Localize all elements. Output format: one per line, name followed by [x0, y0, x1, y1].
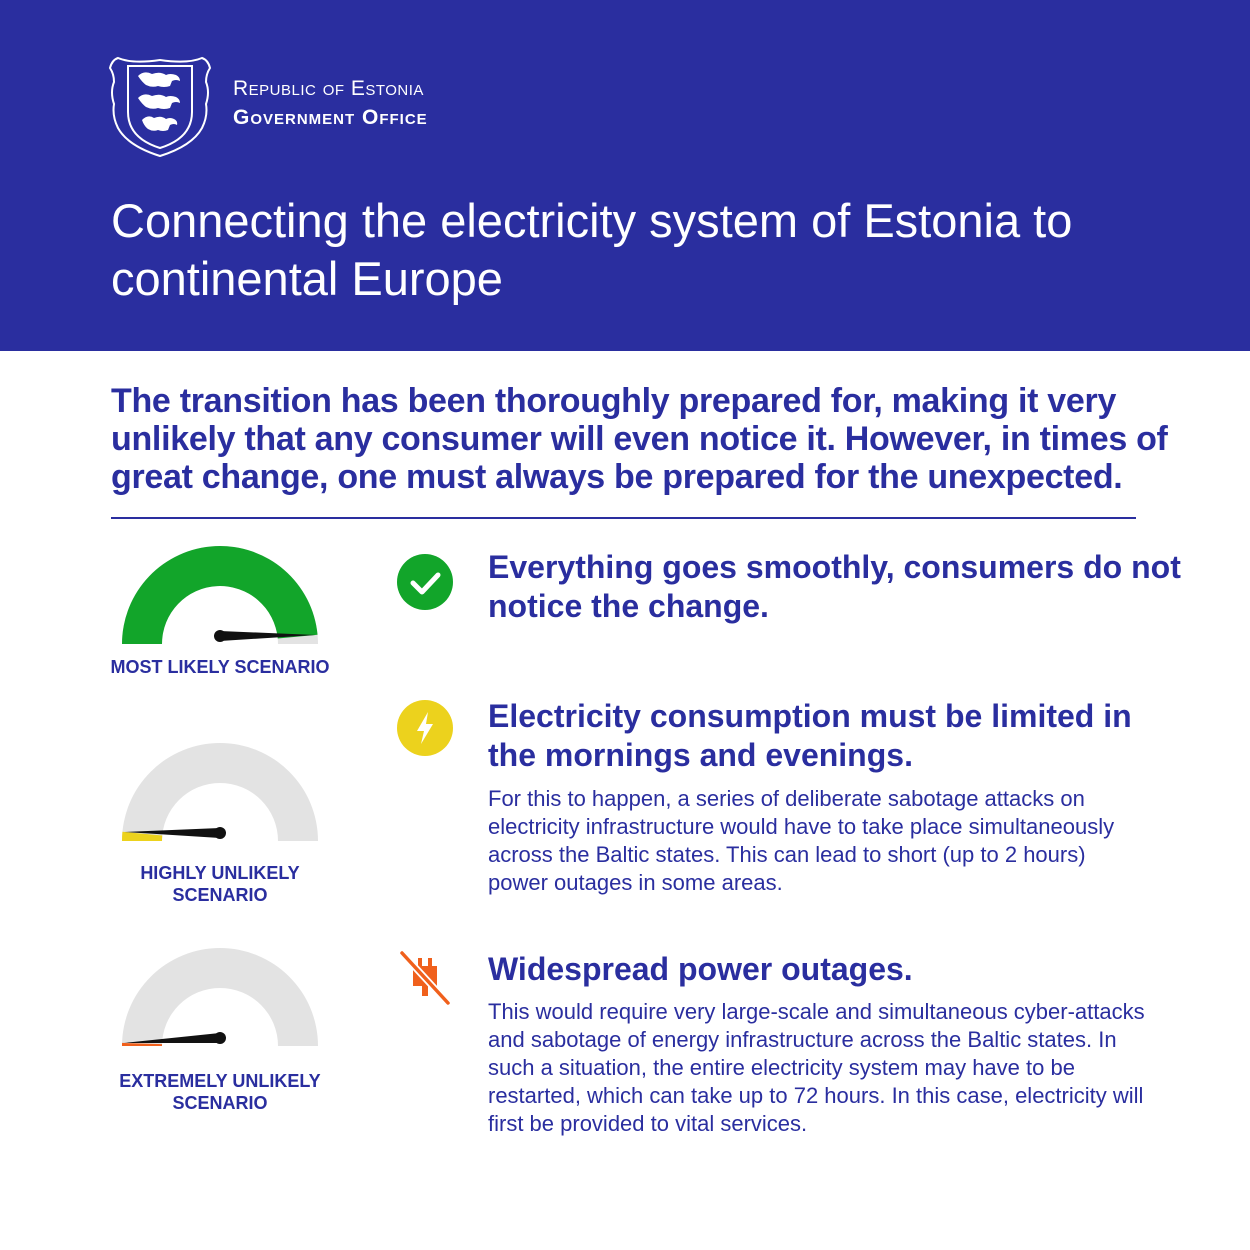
- gauge-label-extremely-unlikely: EXTREMELY UNLIKELY SCENARIO: [119, 1071, 321, 1113]
- org-line-office: Government Office: [233, 106, 428, 129]
- gauge-hub: [214, 630, 226, 642]
- likelihood-gauge-most-likely: [118, 544, 322, 648]
- scenario-body-limited-consumption: For this to happen, a series of deliberate sabotage attacks on electricity infrastructure would have to take place simultaneously across the Baltic states. This can lead to short (up to 2 hours) power outages in some areas.: [488, 786, 1115, 895]
- gauge-label-highly-unlikely: HIGHLY UNLIKELY SCENARIO: [140, 863, 300, 905]
- lead-statement: The transition has been thoroughly prepared for, making it very unlikely that any consumer will even notice it. However, in times of great change, one must always be prepared for the unexpected.: [111, 382, 1168, 496]
- gauge-hub: [214, 827, 226, 839]
- scenario-heading-smooth: Everything goes smoothly, consumers do not notice the change.: [488, 549, 1181, 624]
- header-banner: [0, 0, 1250, 351]
- likelihood-gauge-extremely-unlikely: [118, 946, 322, 1050]
- org-line-republic: Republic of Estonia: [233, 77, 424, 100]
- gauge-fill: [122, 546, 318, 644]
- scenario-heading-limited-consumption: Electricity consumption must be limited in the mornings and evenings.: [488, 698, 1132, 773]
- page-title: Connecting the electricity system of Estonia to continental Europe: [111, 194, 1073, 305]
- estonian-coat-of-arms-icon: [108, 52, 212, 158]
- gauge-track: [122, 743, 318, 841]
- gauge-label-most-likely: MOST LIKELY SCENARIO: [110, 657, 330, 677]
- lightning-bolt-icon: [396, 699, 454, 757]
- scenario-body-widespread-outages: This would require very large-scale and simultaneous cyber-attacks and sabotage of energy infrastructure across the Baltic states. In such a situation, the entire electricity system may have to be restarted, which can take up to 72 hours. In this case, electricity will first be provided to vital services.: [488, 999, 1145, 1136]
- gauge-hub: [214, 1032, 226, 1044]
- gauge-track: [122, 948, 318, 1046]
- checkmark-icon: [396, 553, 454, 611]
- scenario-heading-widespread-outages: Widespread power outages.: [488, 951, 913, 987]
- likelihood-gauge-highly-unlikely: [118, 741, 322, 845]
- organization-name: [233, 74, 428, 132]
- divider: [111, 517, 1136, 519]
- no-power-plug-icon: [396, 948, 454, 1006]
